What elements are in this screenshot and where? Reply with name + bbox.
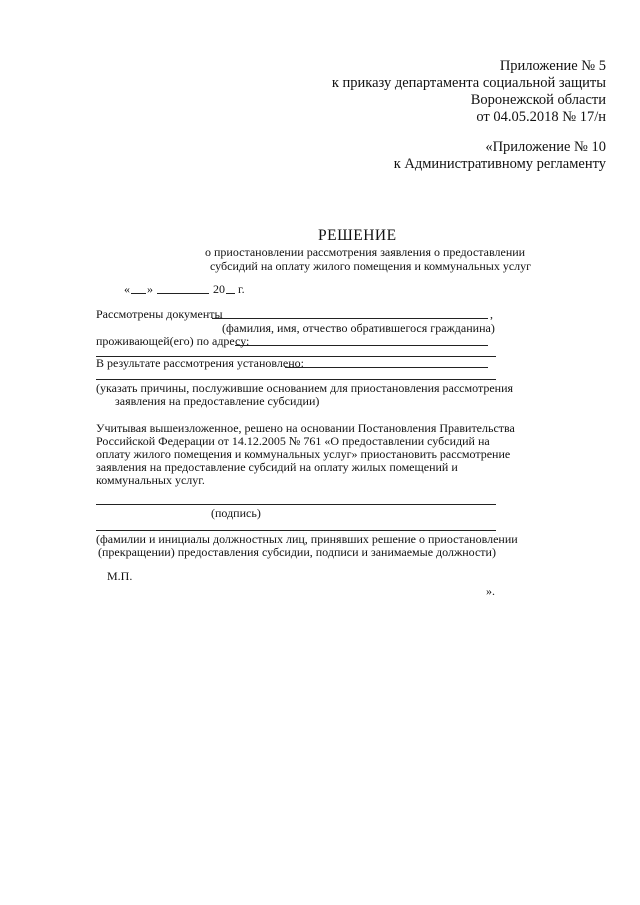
subtitle-line1: о приостановлении рассмотрения заявления о предоставлении	[205, 245, 526, 259]
date-day-blank	[131, 293, 146, 294]
body-line-5: коммунальных услуг.	[96, 473, 205, 487]
officials-hint-2: (прекращении) предоставления субсидии, подписи и занимаемые должности)	[98, 545, 496, 559]
reviewed-comma: ,	[490, 307, 493, 321]
reasons-hint-2: заявления на предоставление субсидии)	[115, 394, 320, 408]
reasons-hint-1: (указать причины, послужившие основанием для приостановления рассмотрения	[96, 381, 514, 395]
header-order-date: от 04.05.2018 № 17/н	[476, 109, 606, 125]
reviewed-label: Рассмотрены документы	[96, 307, 223, 321]
subtitle-line2: субсидий на оплату жилого помещения и коммунальных услуг	[210, 259, 532, 273]
result-label: В результате рассмотрения установлено:	[96, 356, 304, 370]
body-line-4: заявления на предоставление субсидий на оплату жилых помещений и	[96, 460, 458, 474]
officials-line	[96, 530, 496, 531]
date-month-blank	[157, 293, 209, 294]
document-title: РЕШЕНИЕ	[318, 227, 397, 244]
officials-hint-1: (фамилии и инициалы должностных лиц, принявших решение о приостановлении	[96, 532, 518, 546]
address-fill-line	[235, 345, 488, 346]
signature-hint: (подпись)	[211, 506, 261, 520]
header-to-order: к приказу департамента социальной защиты	[331, 75, 606, 91]
date-year-prefix: 20	[213, 282, 225, 296]
date-open-quote: «	[124, 282, 130, 296]
header-region: Воронежской области	[470, 92, 606, 108]
result-fill-line-2	[96, 379, 496, 380]
body-line-2: Российской Федерации от 14.12.2005 № 761 «О предоставлении субсидий на	[96, 434, 490, 448]
signature-line	[96, 504, 496, 505]
header2-appendix: «Приложение № 10	[485, 139, 606, 155]
stamp-label: М.П.	[107, 569, 133, 583]
fio-hint: (фамилия, имя, отчество обратившегося гражданина)	[222, 321, 495, 335]
address-label: проживающей(его) по адресу:	[96, 334, 250, 348]
date-close-quote: »	[147, 282, 153, 296]
body-line-3: оплату жилого помещения и коммунальных услуг» приостановить рассмотрение	[96, 447, 511, 461]
result-fill-line	[285, 367, 488, 368]
reviewed-fill-line	[212, 318, 488, 319]
header2-to-regulation: к Административному регламенту	[393, 156, 606, 172]
date-year-suffix: г.	[238, 282, 245, 296]
body-line-1: Учитывая вышеизложенное, решено на основании Постановления Правительства	[96, 421, 515, 435]
date-year-blank	[226, 293, 235, 294]
header-appendix: Приложение № 5	[499, 58, 606, 74]
closing-quote: ».	[486, 584, 495, 598]
